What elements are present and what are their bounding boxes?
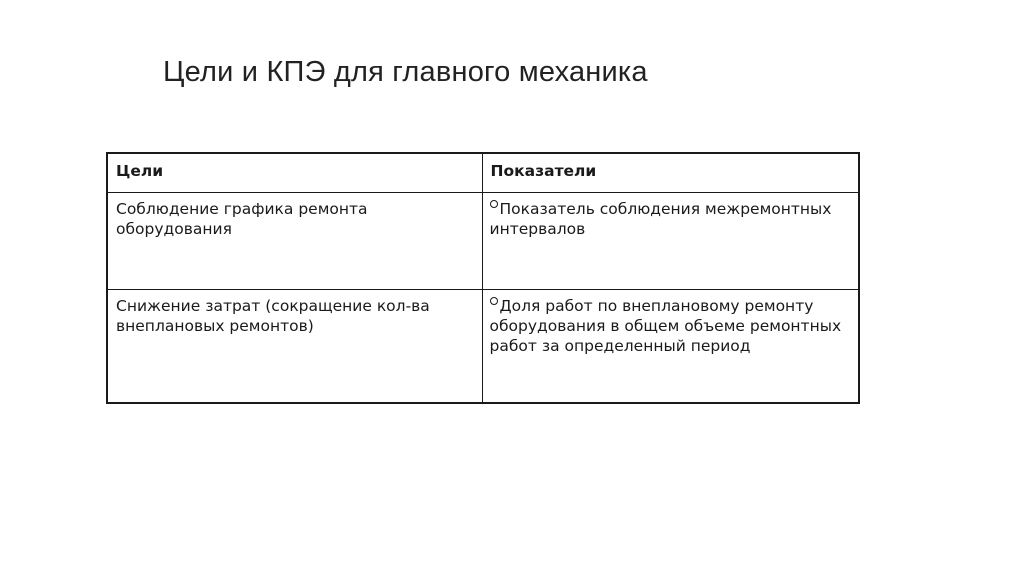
goal-cell	[107, 290, 482, 404]
header-goals: Цели	[107, 153, 482, 193]
hollow-circle-bullet-icon	[490, 200, 498, 208]
slide-title: Цели и КПЭ для главного механика	[163, 56, 648, 88]
hollow-circle-bullet-icon	[490, 297, 498, 305]
indicator-cell	[482, 290, 859, 404]
goal-text: Снижение затрат (сокращение кол-ва внеплановых ремонтов)	[116, 297, 430, 335]
goals-kpi-table	[106, 152, 860, 404]
table-header-row	[107, 153, 859, 193]
indicator-text: Доля работ по внеплановому ремонту оборудования в общем объеме ремонтных работ за определенный период	[489, 297, 842, 355]
indicator-text: Показатель соблюдения межремонтных интервалов	[489, 200, 832, 238]
goal-text: Соблюдение графика ремонта оборудования	[116, 200, 368, 238]
indicator-cell	[482, 193, 859, 290]
table-row	[107, 193, 859, 290]
goal-cell	[107, 193, 482, 290]
header-indicators: Показатели	[482, 153, 859, 193]
table-row	[107, 290, 859, 404]
